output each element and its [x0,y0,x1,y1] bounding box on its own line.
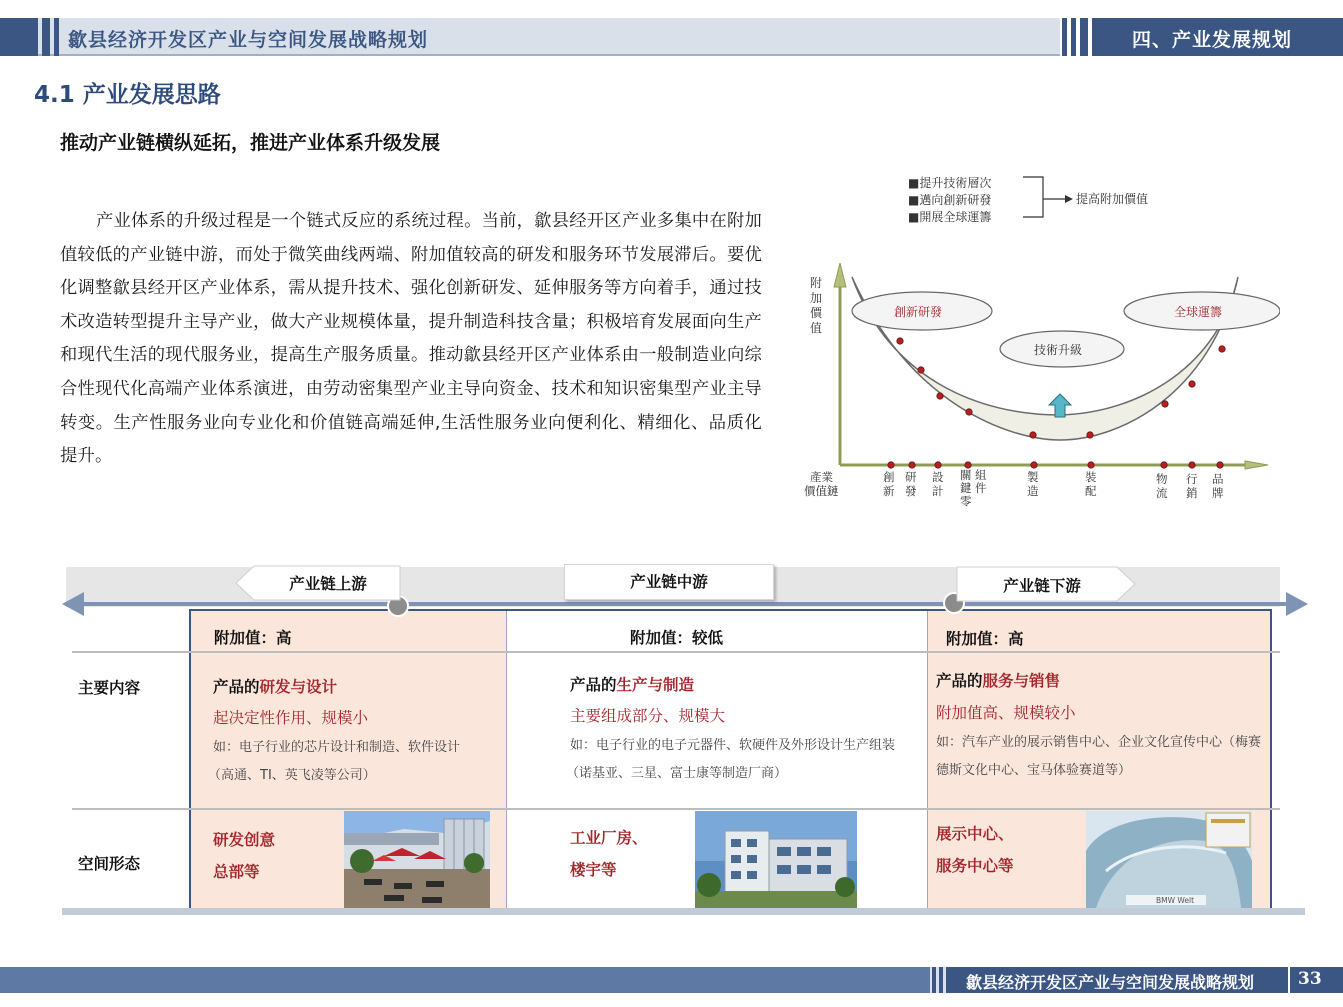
upstream-space: 研发创意 总部等 [213,831,276,881]
downstream-example-2: 德斯文化中心、宝马体验赛道等） [936,763,1132,778]
footer-separator [1288,967,1290,993]
action-3: ■開展全球運籌 [908,210,992,224]
midstream-space: 工业厂房、 楼宇等 [570,829,648,879]
body-paragraph: 产业体系的升级过程是一个链式反应的系统过程。当前，歙县经开区产业多集中在附加值较低的产业链中游，而处于微笑曲线两端、附加值较高的研发和服务环节发展滞后。要优化调整歙县经开区产业体系，需从提升技术、强化创新研发、延伸服务等方向着手，通过技术改造转型提升主导产业，做大产业规模体量，提升制造科技含量；积极培育发展面向生产和现代生活的现代服务业，提高生产服务质量。推动歙县经开区产业体系由一般制造业向综合性现代化高端产业体系演进，由劳动密集型产业主导向资金、技术和知识密集型产业主导转变。生产性服务业向专业化和价值链高端延伸,生活性服务业向便利化、精细化、品质化提升。 [60,211,762,467]
section-heading: 4.1 产业发展思路 [34,82,221,108]
bmw-welt-photo [1086,811,1252,908]
downstream-content-title: 产品的服务与销售 [936,672,1061,690]
stage-2b: 計 [932,484,944,498]
oval-global-label: 全球運籌 [1174,305,1223,319]
arrow-right-icon [1065,195,1073,203]
stage-1a: 研 [905,470,917,484]
stage-4a: 組 [975,468,987,482]
action-1: ■提升技術層次 [908,176,992,190]
up-arrow-icon [1049,394,1071,417]
upstream-example-1: 如：电子行业的芯片设计和制造、软件设计 [213,740,461,755]
rd-campus-photo [344,811,490,908]
stage-7b: 流 [1156,486,1168,500]
stage-8a: 行 [1186,472,1198,486]
table-bottom-bar [62,908,1305,915]
stage-0b: 新 [883,484,895,498]
y-label-4: 值 [810,321,823,335]
section-name: 四、产业发展规划 [1131,29,1292,51]
upstream-example-2: （高通、TI、英飞凌等公司） [208,768,376,783]
midstream-example-1: 如：电子行业的电子元器件、软硬件及外形设计生产组装 [570,738,896,753]
subheading: 推动产业链横纵延拓，推进产业体系升级发展 [60,132,441,154]
stage-6a: 裝 [1085,470,1097,484]
header-right-stripes [1062,18,1088,56]
downstream-example-1: 如：汽车产业的展示销售中心、企业文化宣传中心（梅赛 [936,735,1262,750]
downstream-tab: 产业链下游 [1003,577,1081,595]
x-axis-label-2: 價值鏈 [804,484,839,498]
stage-2a: 設 [932,470,944,484]
stage-5a: 製 [1027,470,1039,484]
upstream-content-sub: 起决定性作用、规模小 [213,709,369,727]
stage-4b: 件 [975,481,987,495]
oval-innovation-label: 創新研發 [894,305,943,319]
arrow-right-icon [1286,592,1308,616]
midstream-content-title: 产品的生产与制造 [570,676,695,694]
header-stripes [0,18,59,56]
midstream-example-2: （诺基亚、三星、富士康等制造厂商） [566,766,788,781]
action-2: ■邁向創新研發 [908,193,992,207]
stage-3a: 關 [960,468,972,482]
row-divider-1 [72,651,1280,653]
oval-tech-label: 技術升級 [1034,343,1083,357]
stage-7a: 物 [1156,472,1168,486]
x-axis-label-1: 產業 [810,470,833,484]
y-axis-arrow-icon [834,263,846,287]
footer-left-band [0,967,930,993]
stage-9b: 牌 [1212,486,1224,500]
factory-building-photo [695,811,857,908]
footer-document-title: 歙县经济开发区产业与空间发展战略规划 [966,973,1255,992]
downstream-space: 展示中心、 服务中心等 [936,825,1014,875]
document-title: 歙县经济开发区产业与空间发展战略规划 [68,29,429,51]
bracket-icon [1023,177,1065,217]
upstream-value: 附加值：高 [214,629,292,647]
smile-curve-diagram [790,165,1280,515]
footer-stripes [932,967,951,993]
downstream-value: 附加值：高 [946,630,1024,648]
row-label-content: 主要内容 [78,679,141,697]
page-number: 33 [1298,969,1322,989]
midstream-content-sub: 主要组成部分、规模大 [570,707,726,725]
x-axis-arrow-icon [1245,461,1268,469]
stage-3b: 鍵 [960,481,972,495]
result-label: 提高附加價值 [1076,192,1149,206]
y-label-2: 加 [810,291,823,305]
downstream-content-sub: 附加值高、规模较小 [936,704,1076,722]
midstream-value: 附加值：较低 [630,629,724,647]
bmw-caption: BMW Welt [1156,896,1195,905]
row-label-space: 空间形态 [78,855,141,873]
upstream-tab: 产业链上游 [289,575,367,593]
stage-3c: 零 [960,494,972,508]
stage-0a: 創 [883,470,895,484]
stage-5b: 造 [1027,484,1039,498]
stage-8b: 銷 [1186,486,1198,500]
row-divider-2 [72,808,1280,810]
stage-6b: 配 [1085,484,1097,498]
arrow-left-icon [62,592,84,616]
y-label-1: 附 [810,276,823,290]
upstream-content-title: 产品的研发与设计 [213,678,338,696]
y-label-3: 價 [810,306,823,320]
stage-9a: 品 [1212,472,1224,486]
stage-1b: 發 [905,484,917,498]
midstream-tab: 产业链中游 [564,564,774,600]
